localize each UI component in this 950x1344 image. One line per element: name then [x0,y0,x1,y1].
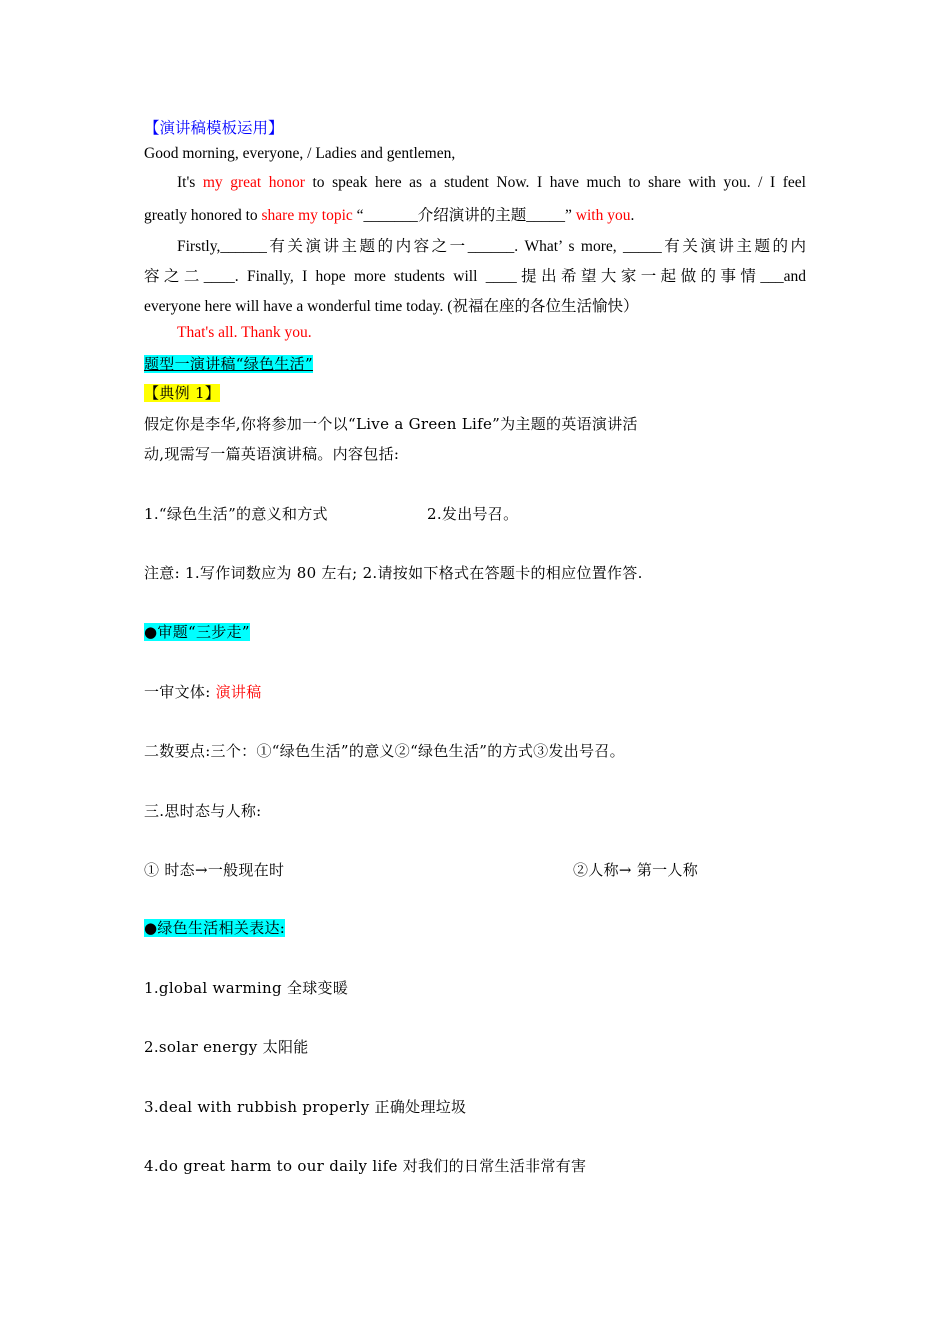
template-paragraph-1-line-2 [144,203,806,225]
p1-text-d: greatly honored to [144,207,262,224]
prompt-note: 注意: 1.写作词数应为 80 左右; 2.请按如下格式在答题卡的相应位置作答. [144,564,643,582]
expression-item: 3.deal with rubbish properly 正确处理垃圾 [144,1098,467,1116]
template-paragraph-2-line-2: 容之二____. Finally, I hope more students will ____提出希望大家一起做的事情___and [144,268,806,285]
p1-highlight-with-you: with you [575,207,631,224]
expressions-heading [144,917,806,938]
p1-text-h: . [630,207,635,224]
template-paragraph-2-line-1: Firstly,______有关演讲主题的内容之一______. What’ s more, _____有关演讲主题的内 [177,238,806,255]
prompt-item-2: 2.发出号召。 [427,505,519,523]
prompt-line-2: 动,现需写一篇英语演讲稿。内容包括: [144,445,400,463]
tense-person-row [144,859,806,880]
prompt-line-1: 假定你是李华,你将参加一个以“Live a Green Life”为主题的英语演讲活 [144,415,638,433]
analysis-step-1 [144,681,806,702]
step-1-value: 演讲稿 [215,683,262,701]
expression-item: 4.do great harm to our daily life 对我们的日常生活非常有害 [144,1157,587,1175]
section-title-text: 题型一演讲稿“绿色生活” [144,355,313,373]
analysis-step-3: 三.思时态与人称: [144,802,262,820]
p1-highlight-honor: my great honor [202,174,305,191]
example-label-text: 【典例 1】 [144,384,221,402]
greeting-line: Good morning, everyone, / Ladies and gentlemen, [144,145,456,162]
expression-item: 2.solar energy 太阳能 [144,1038,309,1056]
expressions-heading-text: ●绿色生活相关表达: [144,919,286,937]
tense-text: ① 时态→一般现在时 [144,861,285,879]
person-text: ②人称→ 第一人称 [573,861,699,879]
section-title [144,353,806,374]
p1-text-c: to speak here as a student Now. I have much to share with you. / I feel [304,174,806,191]
p1-text-f: “_______介绍演讲的主题_____” [352,207,576,224]
expression-item: 1.global warming 全球变暖 [144,979,349,997]
prompt-item-1: 1.“绿色生活”的意义和方式 [144,505,328,523]
prompt-items [144,503,806,524]
template-paragraph-2-line-3: everyone here will have a wonderful time today. (祝福在座的各位生活愉快） [144,298,639,315]
template-heading: 【演讲稿模板运用】 [144,120,284,137]
analysis-step-2: 二数要点:三个：①“绿色生活”的意义②“绿色生活”的方式③发出号召。 [144,742,625,760]
template-paragraph-1-line-1 [177,174,806,192]
closing-line: That's all. Thank you. [177,324,312,341]
p1-highlight-topic: share my topic [261,207,353,224]
step-1-label: 一审文体: [144,683,216,701]
analysis-heading-text: ●审题“三步走” [144,623,250,641]
analysis-heading [144,621,806,642]
example-label [144,382,806,403]
p1-text-a: It's [177,174,203,191]
